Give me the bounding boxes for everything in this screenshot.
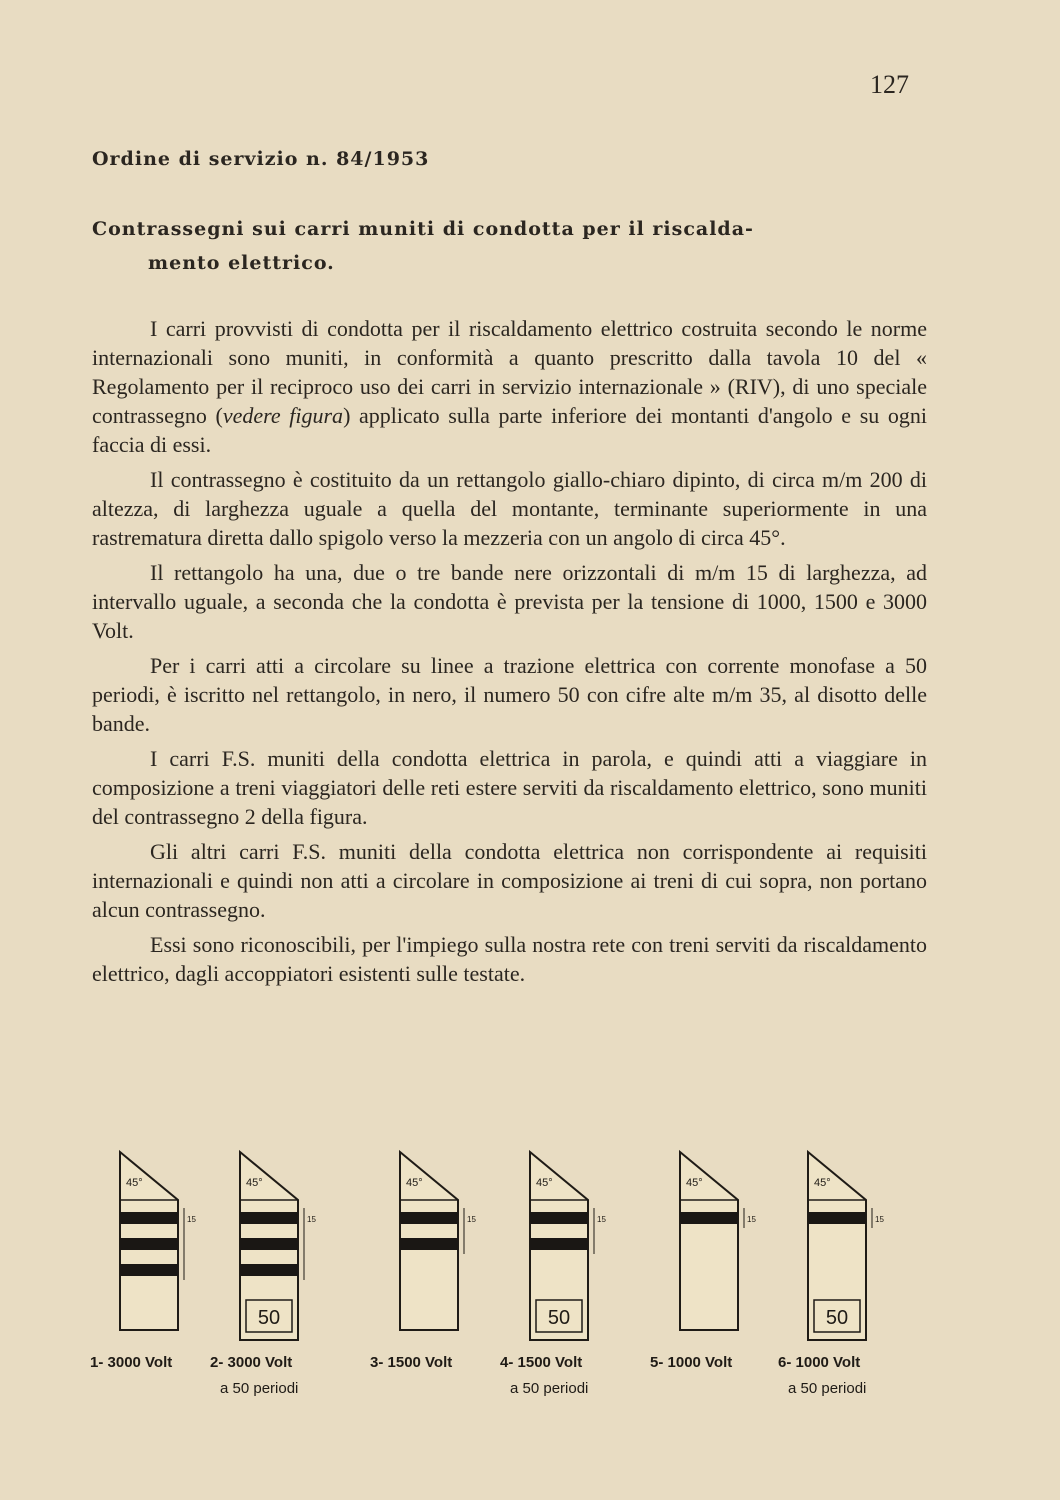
marker-caption-5: 5- 1000 Volt <box>650 1354 733 1371</box>
band-dimension-label-5: 15 <box>747 1215 756 1224</box>
page-number: 127 <box>870 70 909 99</box>
marker-subcaption-2: a 50 periodi <box>220 1380 299 1397</box>
paragraph-5: I carri F.S. muniti della condotta elettrica in parola, e quindi atti a viaggiare in composizione a treni viaggiatori delle reti estere serviti da riscaldamento elettrico, sono muniti del contrassegno 2 della figura. <box>92 746 927 829</box>
band-dimension-label-1: 15 <box>187 1215 196 1224</box>
marker-subcaption-6: a 50 periodi <box>788 1380 867 1397</box>
section-heading <box>92 212 922 280</box>
black-band-6-1 <box>808 1212 866 1224</box>
marker-caption-2: 2- 3000 Volt <box>210 1354 293 1371</box>
black-band-2-3 <box>240 1264 298 1276</box>
black-band-2-1 <box>240 1212 298 1224</box>
black-band-3-2 <box>400 1238 458 1250</box>
marker-caption-6: 6- 1000 Volt <box>778 1354 861 1371</box>
marker-figure-svg <box>0 1140 1060 1420</box>
marker-figure <box>0 1140 1060 1420</box>
paragraph-4: Per i carri atti a circolare su linee a trazione elettrica con corrente monofase a 50 periodi, è iscritto nel rettangolo, in nero, il numero 50 con cifre alte m/m 35, al disotto delle bande. <box>92 653 927 736</box>
marker-caption-1: 1- 3000 Volt <box>90 1354 173 1371</box>
paragraph-7: Essi sono riconoscibili, per l'impiego sulla nostra rete con treni serviti da riscaldamento elettrico, dagli accoppiatori esistenti sulle testate. <box>92 932 927 986</box>
angle-label-2: 45° <box>246 1177 263 1189</box>
paragraph-1-part-b: ) applicato sulla parte inferiore dei montanti d'angolo e su ogni faccia di essi. <box>92 403 928 457</box>
band-dimension-label-6: 15 <box>875 1215 884 1224</box>
black-band-4-1 <box>530 1212 588 1224</box>
black-band-1-2 <box>120 1238 178 1250</box>
black-band-5-1 <box>680 1212 738 1224</box>
band-dimension-label-3: 15 <box>467 1215 476 1224</box>
black-band-1-1 <box>120 1212 178 1224</box>
paragraph-6: Gli altri carri F.S. muniti della condotta elettrica non corrispondente ai requisiti internazionali e quindi non atti a circolare in composizione ai treni di cui sopra, non portano alcun contrassegno. <box>92 839 927 922</box>
heading-line-1: Contrassegni sui carri muniti di condotta per il riscalda- <box>92 218 754 240</box>
paragraph-1 <box>92 314 927 459</box>
paragraph-1-italic: vedere figura <box>222 403 344 428</box>
order-title: Ordine di servizio n. 84/1953 <box>92 148 430 170</box>
number-50-label-6: 50 <box>825 1307 849 1329</box>
black-band-3-1 <box>400 1212 458 1224</box>
black-band-4-2 <box>530 1238 588 1250</box>
number-50-label-2: 50 <box>257 1307 281 1329</box>
heading-line-2: mento elettrico. <box>148 252 335 274</box>
angle-label-4: 45° <box>536 1177 553 1189</box>
paragraph-3: Il rettangolo ha una, due o tre bande nere orizzontali di m/m 15 di larghezza, ad intervallo uguale, a seconda che la condotta è prevista per la tensione di 1000, 1500 e 3000 Volt. <box>92 560 927 643</box>
marker-caption-3: 3- 1500 Volt <box>370 1354 453 1371</box>
band-dimension-label-2: 15 <box>307 1215 316 1224</box>
number-50-label-4: 50 <box>547 1307 571 1329</box>
angle-label-6: 45° <box>814 1177 831 1189</box>
black-band-1-3 <box>120 1264 178 1276</box>
angle-label-5: 45° <box>686 1177 703 1189</box>
angle-label-1: 45° <box>126 1177 143 1189</box>
angle-label-3: 45° <box>406 1177 423 1189</box>
marker-caption-4: 4- 1500 Volt <box>500 1354 583 1371</box>
marker-subcaption-4: a 50 periodi <box>510 1380 589 1397</box>
paragraph-2: Il contrassegno è costituito da un rettangolo giallo-chiaro dipinto, di circa m/m 200 di altezza, di larghezza uguale a quella del montante, terminante superiormente in una rastrematura diretta dallo spigolo verso la mezzeria con un angolo di circa 45°. <box>92 467 927 550</box>
paragraph-1-part-a: I carri provvisti di condotta per il riscaldamento elettrico costruita secondo le norme internazionali sono muniti, in conformità a quanto prescritto dalla tavola 10 del « Regolamento per il reciproco uso dei carri in servizio internazionale » (RIV), di uno speciale contrassegno ( <box>92 316 927 428</box>
body-text <box>92 314 927 994</box>
black-band-2-2 <box>240 1238 298 1250</box>
band-dimension-label-4: 15 <box>597 1215 606 1224</box>
